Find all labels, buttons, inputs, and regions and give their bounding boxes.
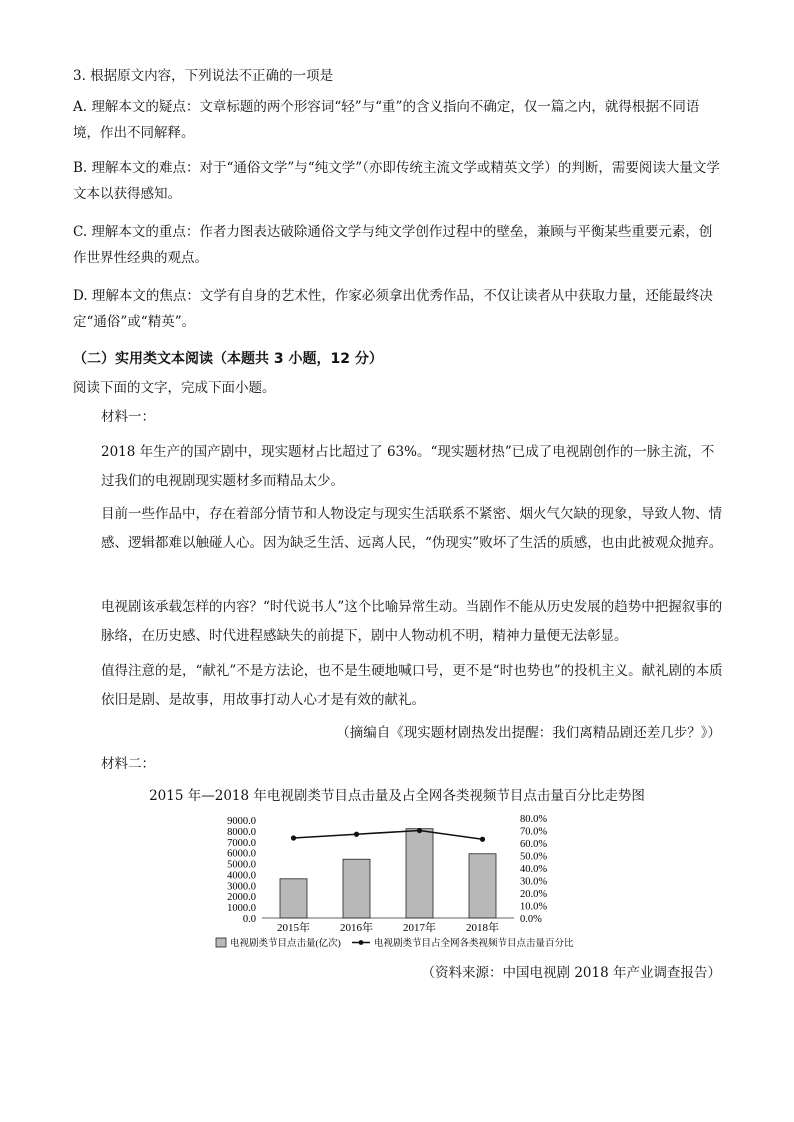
material2-label: 材料二：: [101, 756, 155, 772]
right-tick-label: 50.0%: [520, 851, 548, 863]
option-a: A. 理解本文的疑点：文章标题的两个形容词“轻”与“重”的含义指向不确定，仅一篇之内，就得根据不同语境，作出不同解释。: [73, 99, 700, 141]
line-series: [291, 828, 485, 842]
bar: [406, 829, 433, 918]
section-instruction: 阅读下面的文字，完成下面小题。: [73, 380, 276, 396]
x-tick-label: 2015年: [277, 922, 310, 934]
right-tick-label: 40.0%: [520, 864, 548, 875]
series-line: [294, 831, 483, 840]
option-b: B. 理解本文的难点：对于“通俗文学”与“纯文学”（亦即传统主流文学或精英文学）的判断，需要阅读大量文学文本以获得感知。: [73, 160, 720, 202]
material1-paragraph-1: 2018 年生产的国产剧中，现实题材占比超过了 63%。“现实题材热”已成了电视剧创作的一脉主流，不过我们的电视剧现实题材多而精品太少。: [101, 444, 715, 489]
line-point: [417, 828, 422, 833]
legend-line-label: 电视剧类节目占全网各类视频节目点击量百分比: [374, 939, 574, 949]
line-point: [480, 837, 485, 842]
legend-bar-label: 电视剧类节目点击量(亿次): [230, 939, 341, 949]
left-tick-label: 9000.0: [227, 816, 256, 827]
right-tick-label: 20.0%: [520, 889, 548, 900]
left-axis: [227, 816, 256, 925]
left-tick-label: 5000.0: [227, 859, 256, 871]
left-tick-label: 3000.0: [227, 881, 256, 893]
left-tick-label: 8000.0: [227, 826, 256, 838]
legend-bar-swatch: [216, 938, 226, 947]
right-tick-label: 30.0%: [520, 876, 548, 888]
legend-line-marker: [359, 940, 364, 945]
option-c: C. 理解本文的重点：作者力图表达破除通俗文学与纯文学创作过程中的壁垒，兼顾与平衡某些重要元素，创作世界性经典的观点。: [73, 224, 713, 266]
left-tick-label: 7000.0: [227, 837, 256, 849]
material1-paragraph-2: 目前一些作品中，存在着部分情节和人物设定与现实生活联系不紧密、烟火气欠缺的现象，导致人物、情感、逻辑都难以触碰人心。因为缺乏生活、远离人民，“伪现实”败坏了生活的质感，也由此被观众抛弃。: [101, 506, 723, 551]
x-tick-label: 2016年: [340, 922, 373, 934]
material1-label: 材料一：: [101, 409, 155, 425]
right-tick-label: 10.0%: [520, 901, 548, 913]
left-tick-label: 1000.0: [227, 903, 256, 915]
right-tick-label: 80.0%: [520, 814, 548, 825]
bar: [280, 879, 307, 918]
right-tick-label: 70.0%: [520, 826, 548, 838]
left-tick-label: 0.0: [242, 914, 256, 925]
left-tick-label: 2000.0: [227, 892, 256, 904]
right-tick-label: 0.0%: [520, 914, 542, 925]
material1-source: （摘编自《现实题材剧热发出提醒：我们离精品剧还差几步？》）: [336, 725, 721, 741]
chart-title: 2015 年—2018 年电视剧类节目点击量及占全网各类视频节目点击量百分比走势图: [149, 788, 645, 804]
bar-line-chart: [0, 800, 794, 960]
left-tick-label: 6000.0: [227, 848, 256, 860]
material2-source: （资料来源：中国电视剧 2018 年产业调查报告）: [421, 965, 721, 981]
x-tick-label: 2017年: [403, 922, 436, 934]
chart-legend: [216, 937, 574, 949]
bar-series: [280, 829, 496, 918]
material1-paragraph-4: 值得注意的是，“献礼”不是方法论，也不是生硬地喊口号，更不是“时也势也”的投机主义。献礼剧的本质依旧是剧、是故事，用故事打动人心才是有效的献礼。: [101, 663, 723, 708]
right-axis: [520, 814, 547, 925]
bar: [469, 854, 496, 918]
option-d: D. 理解本文的焦点：文学有自身的艺术性，作家必须拿出优秀作品，不仅让读者从中获取力量，还能最终决定“通俗”或“精英”。: [73, 288, 713, 330]
material1-paragraph-3: 电视剧该承载怎样的内容？“时代说书人”这个比喻异常生动。当剧作不能从历史发展的趋势中把握叙事的脉络，在历史感、时代进程感缺失的前提下，剧中人物动机不明，精神力量便无法彰显。: [101, 599, 723, 644]
right-tick-label: 60.0%: [520, 839, 548, 850]
left-tick-label: 4000.0: [227, 870, 256, 882]
question-stem: 3. 根据原文内容，下列说法不正确的一项是: [73, 68, 334, 84]
x-axis-labels: [277, 920, 499, 934]
section-title: （二）实用类文本阅读（本题共 3 小题，12 分）: [73, 351, 383, 367]
line-point: [354, 832, 359, 837]
bar: [343, 859, 370, 918]
line-point: [291, 835, 296, 840]
x-tick-label: 2018年: [466, 922, 499, 934]
